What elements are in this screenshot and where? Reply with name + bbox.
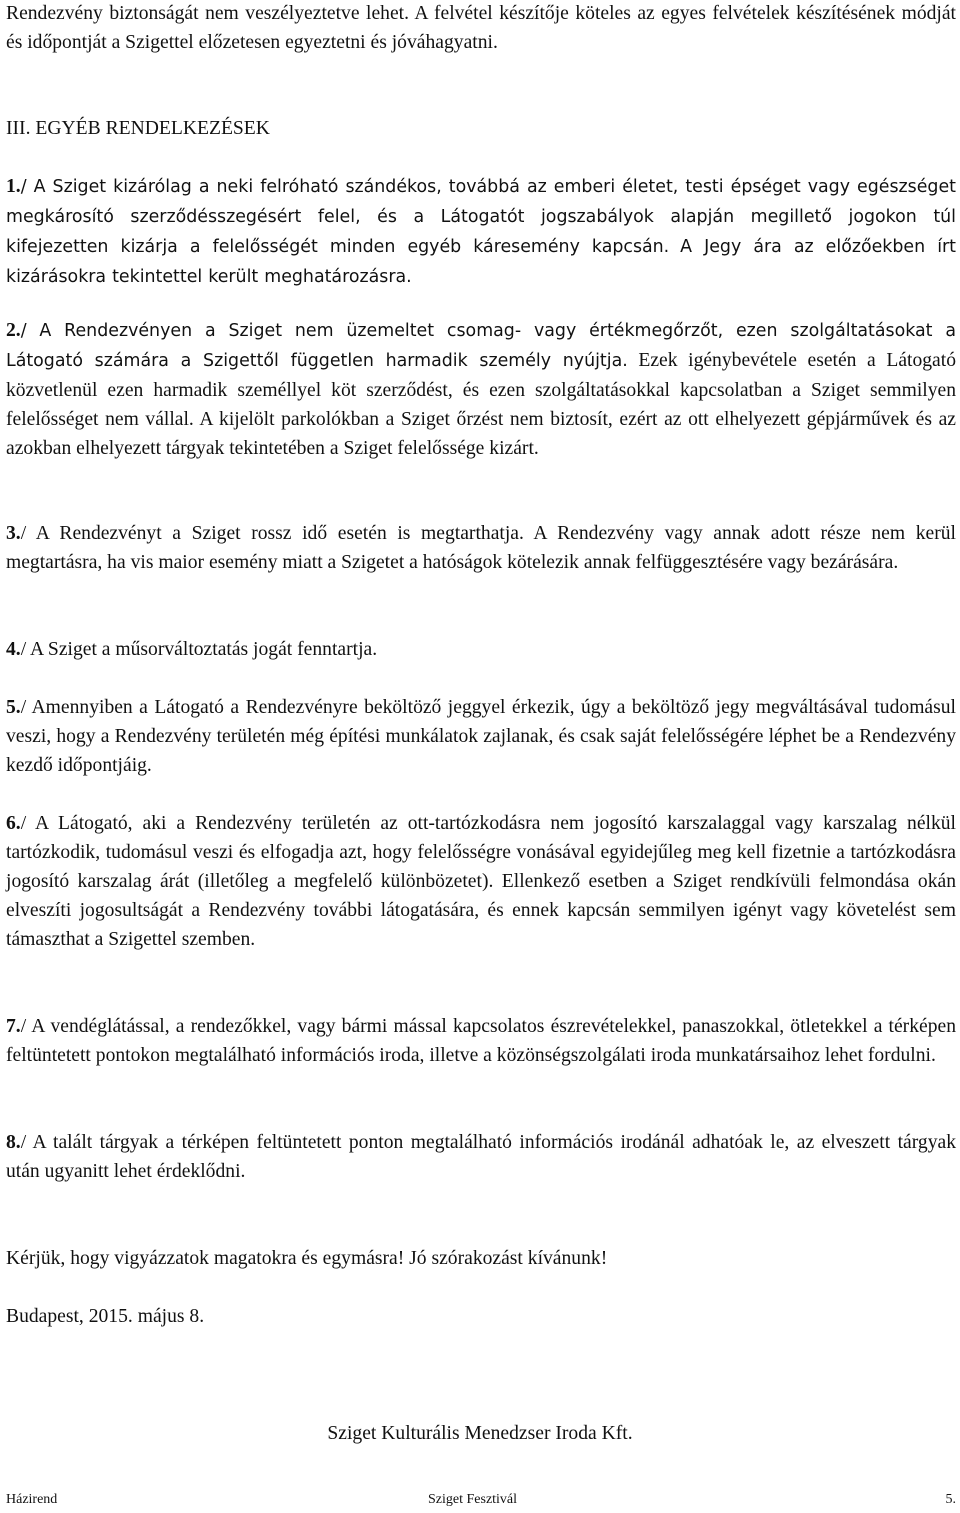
item-2-text: / A Rendezvényen a Sziget nem üzemeltet csomag- vagy értékmegőrzőt, ezen szolgáltatásokat a Látogató számára a Szigettől független harmadik személy nyújtja. xyxy=(6,321,956,371)
item-6-number: 6. xyxy=(6,813,21,834)
footer-document-title: Házirend xyxy=(6,1492,58,1507)
section-heading: III. EGYÉB RENDELKEZÉSEK xyxy=(6,118,270,139)
date-line: Budapest, 2015. május 8. xyxy=(6,1306,205,1327)
item-4-number: 4. xyxy=(6,639,21,660)
item-2 xyxy=(6,316,956,463)
item-1-text: / A Sziget kizárólag a neki felróható szándékos, továbbá az emberi életet, testi épséget vagy egészséget megkárosító szerződésszegésért felel, és a Látogatót jogszabályok alapján megillető jogokon túl kifejezetten kizárja a felelősségét minden egyéb káresemény kapcsán. xyxy=(6,177,956,257)
item-4-text: / A Sziget a műsorváltoztatás jogát fenntartja. xyxy=(20,639,378,660)
item-6 xyxy=(6,809,956,954)
intro-paragraph: Rendezvény biztonságát nem veszélyeztetve lehet. A felvétel készítője köteles az egyes felvételek készítésének módját és időpontját a Szigettel előzetesen egyeztetni és jóváhagyatni. xyxy=(6,3,956,53)
item-5-text: / Amennyiben a Látogató a Rendezvényre beköltöző jeggyel érkezik, úgy a beköltöző jegy megváltásával tudomásul veszi, hogy a Rendezvény területén még építési munkálatok zajlanak, és csak saját felelősségére léphet be a Rendezvény kezdő időpontjáig. xyxy=(6,697,956,776)
item-8-number: 8. xyxy=(6,1132,21,1153)
item-7 xyxy=(6,1012,956,1070)
footer-event-name: Sziget Fesztivál xyxy=(428,1492,518,1507)
item-6-text: / A Látogató, aki a Rendezvény területén az ott-tartózkodásra nem jogosító karszalaggal vagy karszalag nélkül tartózkodik, tudomásul veszi és elfogadja azt, hogy felelősségre vonásával egyidejűleg meg kell fizetnie a tartózkodásra jogosító karszalag árát (illetőleg a megfelelő különbözetet). Ellenkező esetben a Sziget rendkívüli felmondása okán elveszíti jogosultságát a Rendezvény további látogatására, és ennek kapcsán semmilyen igényt vagy követelést sem támaszthat a Szigettel szemben. xyxy=(6,813,956,950)
footer-page-number: 5. xyxy=(945,1492,956,1507)
item-3-text: / A Rendezvényt a Sziget rossz idő esetén is megtarthatja. A Rendezvény vagy annak adott része nem kerül megtartásra, ha vis maior esemény miatt a Szigetet a hatóságok kötelezik annak felfüggesztésére vagy bezárására. xyxy=(6,523,956,573)
item-1-tail: A Jegy ára az előzőekben írt kizárásokra tekintettel került meghatározásra. xyxy=(6,237,956,287)
item-3-number: 3. xyxy=(6,523,21,544)
item-4 xyxy=(6,635,956,664)
item-8-text: / A talált tárgyak a térképen feltüntetett ponton megtalálható információs irodánál adhatóak le, az elveszett tárgyak után ugyanitt lehet érdeklődni. xyxy=(6,1132,956,1182)
item-1-number: 1. xyxy=(6,176,21,197)
item-3 xyxy=(6,519,956,577)
closing-line: Kérjük, hogy vigyázzatok magatokra és egymásra! Jó szórakozást kívánunk! xyxy=(6,1248,608,1269)
item-5-number: 5. xyxy=(6,697,21,718)
item-8 xyxy=(6,1128,956,1186)
item-7-text: / A vendéglátással, a rendezőkkel, vagy bármi mással kapcsolatos észrevételekkel, panaszokkal, ötletekkel a térképen feltüntetett pontokon megtalálható információs iroda, illetve a közönségszolgálati iroda munkatársaihoz lehet fordulni. xyxy=(6,1016,956,1066)
item-2-tail: Ezek igénybevétele esetén a Látogató közvetlenül ezen harmadik személlyel köt szerződést, és ezen szolgáltatásokkal kapcsolatban a Sziget semmilyen felelősséget nem vállal. A kijelölt parkolókban a Sziget őrzést nem biztosít, ezért az ott elhelyezett gépjárművek és az azokban elhelyezett tárgyak tekintetében a Sziget felelőssége kizárt. xyxy=(6,350,956,459)
item-1 xyxy=(6,172,956,292)
item-7-number: 7. xyxy=(6,1016,21,1037)
item-2-number: 2. xyxy=(6,320,21,341)
company-signature: Sziget Kulturális Menedzser Iroda Kft. xyxy=(327,1423,633,1444)
item-5 xyxy=(6,693,956,780)
